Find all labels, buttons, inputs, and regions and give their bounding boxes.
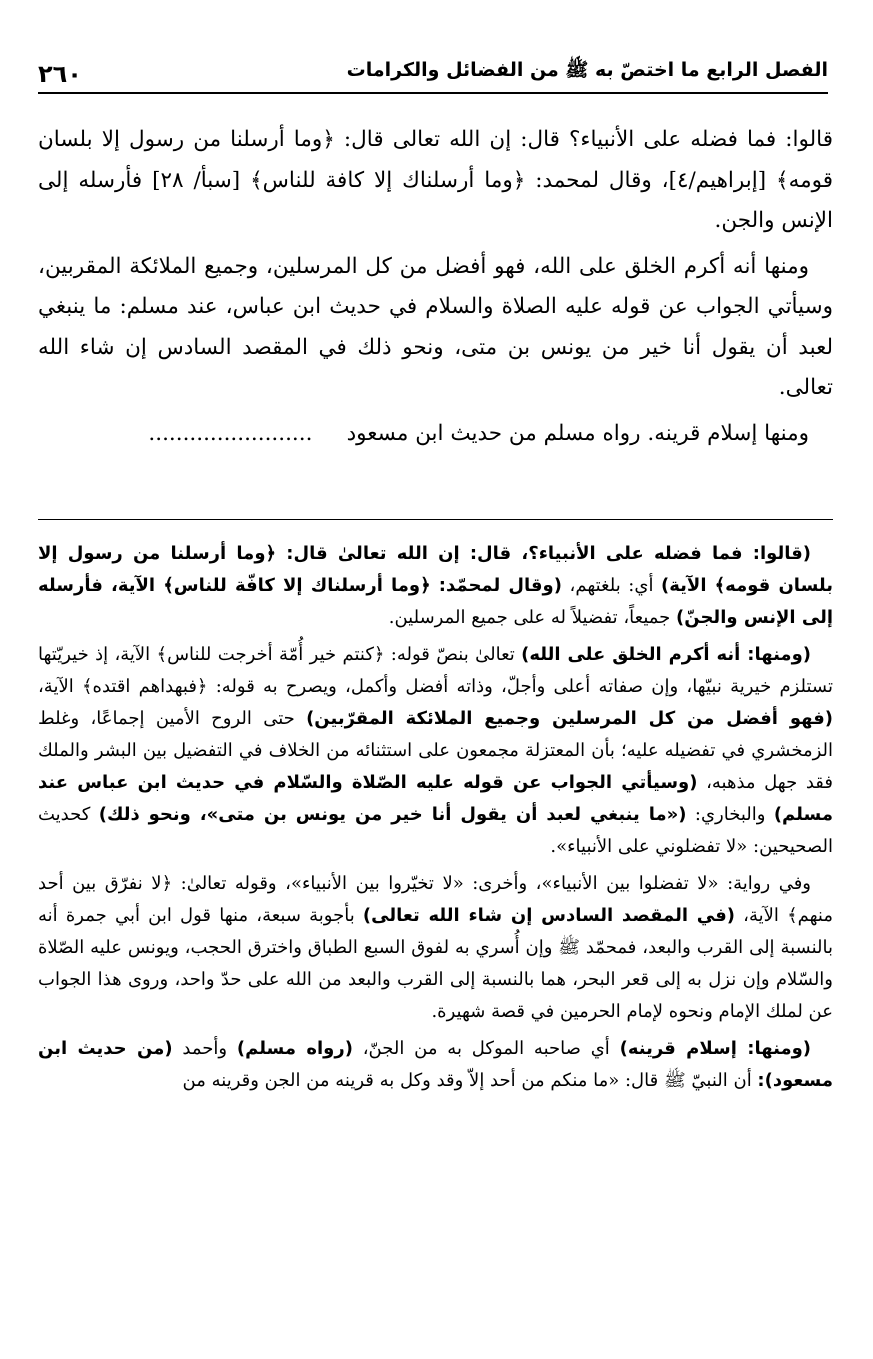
commentary-text-run: كحديث الصحيحين: «لا تفضلوني على الأنبياء». <box>38 804 833 857</box>
commentary-text-run: وأحمد <box>172 1038 237 1059</box>
footnote-separator <box>38 519 833 520</box>
commentary-text <box>38 538 833 1102</box>
page-number: ٢٦٠ <box>38 60 82 88</box>
quoted-matn: (قالوا: فما فضله على الأنبياء؟، قال: إن الله تعالىٰ قال: ﴿وما أرسلنا من رسول إلا بلسان قومه﴾ الآية) <box>38 543 833 596</box>
quoted-matn: (وقال لمحمّد: ﴿وما أرسلناك إلا كافّة للناس﴾ الآية، فأرسله إلى الإنس والجنّ) <box>38 575 833 628</box>
commentary-text-run: جميعاً، تفضيلاً له على جميع المرسلين. <box>388 607 677 628</box>
quoted-matn: (في المقصد السادس إن شاء الله تعالى) <box>362 905 735 926</box>
commentary-paragraph <box>38 1033 833 1097</box>
commentary-text-run: حتى الروح الأمين إجماعًا، وغلط الزمخشري في تفضيله عليه؛ بأن المعتزلة مجمعون على استثنائه من الخلاف في التفضيل بين البشر والملك فقد جهل مذهبه، <box>38 708 834 793</box>
quoted-matn: (وسيأتي الجواب عن قوله عليه الصّلاة والسّلام في حديث ابن عباس عند مسلم) <box>38 772 833 825</box>
commentary-paragraph <box>38 868 833 1028</box>
quoted-matn: (من حديث ابن مسعود): <box>38 1038 833 1091</box>
commentary-text-run: أي صاحبه الموكل به من الجنّ، <box>352 1038 620 1059</box>
main-text <box>38 120 833 459</box>
quoted-matn: (ومنها: أنه أكرم الخلق على الله) <box>521 644 811 665</box>
commentary-paragraph <box>38 639 833 863</box>
quoted-matn: (ومنها: إسلام قرينه) <box>619 1038 812 1059</box>
commentary-text-run: أن النبيّ ﷺ قال: «ما منكم من أحد إلاّ وقد وكل به قرينه من الجن وقرينه من <box>182 1070 758 1091</box>
chapter-title: الفصل الرابع ما اختصّ به ﷺ من الفضائل والكرامات <box>346 59 828 81</box>
commentary-text-run: بأجوبة سبعة، منها قول ابن أبي جمرة أنه بالنسبة إلى القرب والبعد، فمحمّد ﷺ وإن أُسري به لفوق السبع الطباق واخترق الحجب، ويونس عليه الصّلاة والسّلام وإن نزل به إلى قعر البحر، هما بالنسبة إلى القرب والبعد من الله على حدّ واحد، وروى هذا الجواب عن لملك الإمام ونحوه لإمام الحرمين في قصة شهيرة. <box>38 905 833 1022</box>
quoted-matn: (فهو أفضل من كل المرسلين وجميع الملائكة المقرّبين) <box>306 708 833 729</box>
main-paragraph: قالوا: فما فضله على الأنبياء؟ قال: إن الله تعالى قال: ﴿وما أرسلنا من رسول إلا بلسان قومه﴾ [إبراهيم/٤]، وقال لمحمد: ﴿وما أرسلناك إلا كافة للناس﴾ [سبأ/ ٢٨] فأرسله إلى الإنس والجن. <box>38 127 834 233</box>
commentary-paragraph <box>38 538 833 634</box>
main-paragraph-text: ومنها إسلام قرينه. رواه مسلم من حديث ابن مسعود <box>346 420 809 446</box>
quoted-matn: (رواه مسلم) <box>236 1038 353 1059</box>
commentary-text-run: أي: بلغتهم، <box>561 575 662 596</box>
quoted-matn: («ما ينبغي لعبد أن يقول أنا خير من يونس بن متى»، ونحو ذلك) <box>98 804 687 825</box>
commentary-text-run: والبخاري: <box>686 804 774 825</box>
commentary-text-run: تعالىٰ بنصّ قوله: ﴿كنتم خير أُمّة أخرجت للناس﴾ الآية، إذ خيريّتها تستلزم خيرية نبيّها، وإن صفاته أعلى وأجلّ، وذاته أفضل وأكمل، ويصرح به قوله: ﴿فبهداهم اقتده﴾ الآية، <box>38 644 833 697</box>
main-paragraph: ومنها أنه أكرم الخلق على الله، فهو أفضل من كل المرسلين، وجميع الملائكة المقربين، وسيأتي الجواب عن قوله عليه الصلاة والسلام في حديث ابن عباس، عند مسلم: ما ينبغي لعبد أن يقول أنا خير من يونس بن متى، ونحو ذلك في المقصد السادس إن شاء الله تعالى. <box>38 253 833 400</box>
page-header <box>38 52 828 94</box>
ellipsis-dots: ........................ <box>148 420 313 446</box>
commentary-text-run: وفي رواية: «لا تفضلوا بين الأنبياء»، وأخرى: «لا تخيّروا بين الأنبياء»، وقوله تعالىٰ: ﴿لا نفرّق بين أحد منهم﴾ الآية، <box>38 873 834 926</box>
main-paragraph <box>38 414 833 455</box>
